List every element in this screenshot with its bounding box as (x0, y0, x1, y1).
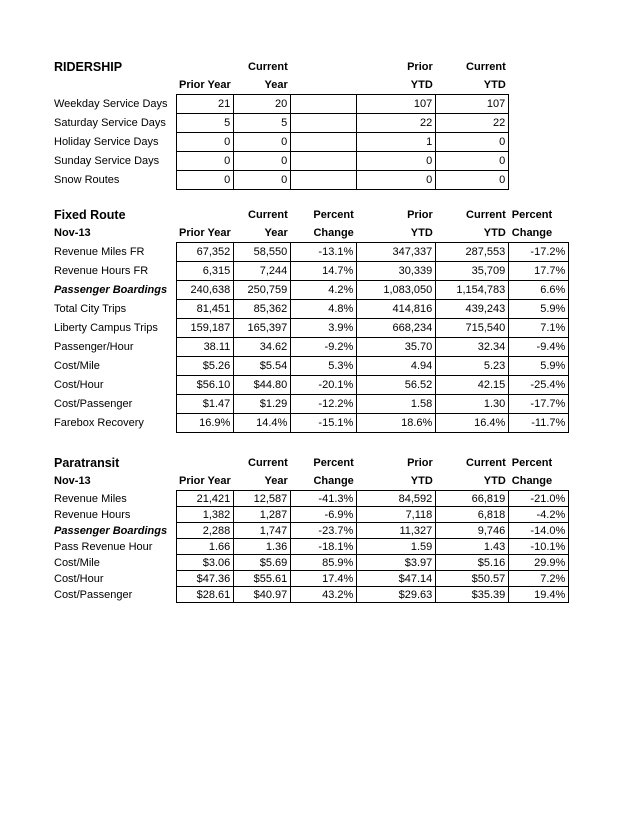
row-label: Pass Revenue Hour (54, 540, 153, 553)
table-cell: $50.57 (436, 571, 509, 587)
table-cell: 347,337 (357, 243, 436, 262)
table-cell: 85.9% (291, 555, 357, 571)
table-cell: -41.3% (291, 491, 357, 507)
paratransit-table (52, 454, 569, 603)
table-cell: 165,397 (234, 319, 291, 338)
table-cell: 0 (357, 152, 436, 171)
table-cell (291, 171, 357, 190)
table-row (52, 262, 569, 281)
ridership-header-top (176, 58, 234, 76)
fixed-route-header: YTD (410, 227, 433, 239)
table-cell: 16.9% (176, 414, 234, 433)
table-cell: 5.23 (436, 357, 509, 376)
row-label: Weekday Service Days (54, 98, 168, 110)
paratransit-header: Change (313, 475, 354, 487)
table-cell: 414,816 (357, 300, 436, 319)
table-cell: $5.69 (234, 555, 291, 571)
table-cell: 1.59 (357, 539, 436, 555)
table-cell: 1,083,050 (357, 281, 436, 300)
row-label: Farebox Recovery (54, 417, 144, 429)
table-cell: 1,747 (234, 523, 291, 539)
table-row (52, 281, 569, 300)
table-cell: 5.3% (291, 357, 357, 376)
paratransit-header-top (176, 454, 234, 472)
table-cell: -14.0% (509, 523, 569, 539)
row-label: Snow Routes (54, 174, 120, 186)
table-cell: -4.2% (509, 507, 569, 523)
fixed-route-header: Change (313, 227, 354, 239)
row-label: Cost/Mile (54, 556, 100, 569)
table-row (52, 414, 569, 433)
table-cell: 56.52 (357, 376, 436, 395)
paratransit-header: YTD (483, 475, 506, 487)
table-row (52, 587, 569, 603)
table-cell: $1.29 (234, 395, 291, 414)
table-cell: 21 (176, 95, 234, 114)
table-cell: 35,709 (436, 262, 509, 281)
table-cell: $29.63 (357, 587, 436, 603)
fixed-route-header: Prior Year (179, 227, 231, 239)
fixed-route-header-row (52, 224, 569, 243)
table-cell: -23.7% (291, 523, 357, 539)
table-cell: 0 (234, 133, 291, 152)
table-cell: -6.9% (291, 507, 357, 523)
table-cell: 1 (357, 133, 436, 152)
table-row (52, 114, 509, 133)
table-cell: 20 (234, 95, 291, 114)
table-row (52, 539, 569, 555)
table-cell: 1.36 (234, 539, 291, 555)
table-cell: 7.1% (509, 319, 569, 338)
table-cell: -20.1% (291, 376, 357, 395)
row-label: Revenue Hours (54, 508, 131, 521)
table-cell: 5.9% (509, 357, 569, 376)
table-row (52, 507, 569, 523)
table-cell: 19.4% (509, 587, 569, 603)
table-cell: $47.14 (357, 571, 436, 587)
paratransit-title-row (52, 454, 569, 472)
table-row (52, 300, 569, 319)
table-cell: -13.1% (291, 243, 357, 262)
row-label: Passenger/Hour (54, 341, 134, 353)
table-row (52, 133, 509, 152)
paratransit-period: Nov-13 (54, 475, 91, 488)
ridership-header: Year (264, 79, 288, 91)
table-cell: 67,352 (176, 243, 234, 262)
paratransit-title: Paratransit (54, 456, 120, 470)
table-cell (291, 152, 357, 171)
table-cell: 7,118 (357, 507, 436, 523)
table-cell: 107 (436, 95, 509, 114)
row-label: Revenue Miles (54, 492, 127, 505)
table-row (52, 555, 569, 571)
table-row (52, 395, 569, 414)
paratransit-header: YTD (410, 475, 433, 487)
table-row (52, 491, 569, 507)
row-label: Liberty Campus Trips (54, 322, 158, 334)
table-cell: 30,339 (357, 262, 436, 281)
row-label: Cost/Passenger (54, 588, 133, 601)
table-cell: 159,187 (176, 319, 234, 338)
table-cell: $3.06 (176, 555, 234, 571)
table-row (52, 95, 509, 114)
ridership-header (291, 76, 357, 95)
table-cell: -11.7% (509, 414, 569, 433)
table-cell: $3.97 (357, 555, 436, 571)
table-cell: 17.7% (509, 262, 569, 281)
fixed-route-title: Fixed Route (54, 208, 126, 222)
ridership-header-top: Current (248, 61, 288, 73)
table-cell: 29.9% (509, 555, 569, 571)
table-cell: 287,553 (436, 243, 509, 262)
table-cell: 84,592 (357, 491, 436, 507)
table-cell: 250,759 (234, 281, 291, 300)
table-cell: 16.4% (436, 414, 509, 433)
table-cell: 7.2% (509, 571, 569, 587)
row-label: Cost/Mile (54, 360, 100, 372)
table-cell: $28.61 (176, 587, 234, 603)
table-cell: $35.39 (436, 587, 509, 603)
table-cell: 85,362 (234, 300, 291, 319)
table-cell: -21.0% (509, 491, 569, 507)
table-row (52, 152, 509, 171)
table-cell: $44.80 (234, 376, 291, 395)
table-cell: 7,244 (234, 262, 291, 281)
fixed-route-header-top: Current (248, 209, 288, 221)
table-cell: 0 (357, 171, 436, 190)
table-cell: -9.4% (509, 338, 569, 357)
table-cell: 9,746 (436, 523, 509, 539)
row-label: Saturday Service Days (54, 117, 166, 129)
ridership-header-top: Prior (407, 61, 433, 73)
table-cell: 32.34 (436, 338, 509, 357)
table-cell: 12,587 (234, 491, 291, 507)
table-cell: $47.36 (176, 571, 234, 587)
row-label: Total City Trips (54, 303, 127, 315)
table-cell: 0 (436, 152, 509, 171)
paratransit-header-top: Prior (407, 457, 433, 469)
table-cell: 1,287 (234, 507, 291, 523)
table-cell: -15.1% (291, 414, 357, 433)
row-label: Passenger Boardings (54, 524, 168, 537)
table-cell: 4.2% (291, 281, 357, 300)
table-cell: 6,315 (176, 262, 234, 281)
fixed-route-header-top: Percent (313, 209, 354, 221)
table-cell: 0 (234, 171, 291, 190)
table-cell: 240,638 (176, 281, 234, 300)
table-cell: 1.30 (436, 395, 509, 414)
table-cell: 0 (234, 152, 291, 171)
table-cell: 35.70 (357, 338, 436, 357)
ridership-header: YTD (410, 79, 433, 91)
row-label: Passenger Boardings (54, 284, 168, 296)
table-cell: 18.6% (357, 414, 436, 433)
row-label: Cost/Hour (54, 379, 104, 391)
fixed-route-title-row (52, 206, 569, 224)
paratransit-header: Change (511, 475, 553, 487)
fixed-route-period: Nov-13 (54, 227, 91, 240)
table-cell: 66,819 (436, 491, 509, 507)
table-cell: 42.15 (436, 376, 509, 395)
table-cell: -25.4% (509, 376, 569, 395)
table-row (52, 319, 569, 338)
table-cell: 1.58 (357, 395, 436, 414)
fixed-route-header-top (176, 206, 234, 224)
paratransit-header: Prior Year (179, 475, 231, 487)
fixed-route-header: Change (511, 227, 553, 239)
table-cell: 22 (357, 114, 436, 133)
ridership-header: Prior Year (179, 79, 231, 91)
table-cell: 4.94 (357, 357, 436, 376)
table-row (52, 243, 569, 262)
fixed-route-header: YTD (483, 227, 506, 239)
paratransit-header-top: Current (466, 457, 506, 469)
table-cell: 38.11 (176, 338, 234, 357)
table-cell: 4.8% (291, 300, 357, 319)
ridership-table (52, 58, 509, 190)
table-cell: -17.2% (509, 243, 569, 262)
table-cell: 6,818 (436, 507, 509, 523)
table-row (52, 523, 569, 539)
fixed-route-header-top: Current (466, 209, 506, 221)
paratransit-header: Year (264, 475, 288, 487)
table-cell: $5.54 (234, 357, 291, 376)
paratransit-header-top: Percent (511, 457, 553, 469)
table-cell: 5 (176, 114, 234, 133)
ridership-header: YTD (483, 79, 506, 91)
table-cell: 668,234 (357, 319, 436, 338)
table-cell: 0 (176, 133, 234, 152)
ridership-header-top (291, 58, 357, 76)
table-cell: 107 (357, 95, 436, 114)
table-cell: 5.9% (509, 300, 569, 319)
row-label: Holiday Service Days (54, 136, 159, 148)
table-row (52, 357, 569, 376)
table-cell: -17.7% (509, 395, 569, 414)
table-cell: -10.1% (509, 539, 569, 555)
table-cell: 3.9% (291, 319, 357, 338)
table-cell: $5.26 (176, 357, 234, 376)
ridership-header-top: Current (466, 61, 506, 73)
table-cell: $1.47 (176, 395, 234, 414)
row-label: Revenue Hours FR (54, 265, 149, 277)
table-cell: 22 (436, 114, 509, 133)
table-row (52, 338, 569, 357)
table-cell: $55.61 (234, 571, 291, 587)
table-cell (291, 114, 357, 133)
table-row (52, 171, 509, 190)
row-label: Cost/Hour (54, 572, 104, 585)
ridership-title: RIDERSHIP (54, 60, 123, 74)
table-cell: 11,327 (357, 523, 436, 539)
table-cell: 1,382 (176, 507, 234, 523)
table-cell: 1.43 (436, 539, 509, 555)
table-cell: 0 (436, 133, 509, 152)
table-cell: 21,421 (176, 491, 234, 507)
table-cell: 14.7% (291, 262, 357, 281)
table-row (52, 571, 569, 587)
paratransit-header-top: Percent (313, 457, 354, 469)
table-cell: -9.2% (291, 338, 357, 357)
table-cell: 0 (176, 171, 234, 190)
table-cell: -12.2% (291, 395, 357, 414)
row-label: Cost/Passenger (54, 398, 133, 410)
table-row (52, 376, 569, 395)
table-cell: 14.4% (234, 414, 291, 433)
row-label: Sunday Service Days (54, 155, 160, 167)
fixed-route-header-top: Percent (511, 209, 553, 221)
ridership-header-row (52, 76, 509, 95)
table-cell: 81,451 (176, 300, 234, 319)
table-cell: 34.62 (234, 338, 291, 357)
table-cell: 6.6% (509, 281, 569, 300)
table-cell (291, 95, 357, 114)
table-cell: $5.16 (436, 555, 509, 571)
table-cell: -18.1% (291, 539, 357, 555)
table-cell (291, 133, 357, 152)
table-cell: 715,540 (436, 319, 509, 338)
table-cell: $40.97 (234, 587, 291, 603)
table-cell: 2,288 (176, 523, 234, 539)
table-cell: 1.66 (176, 539, 234, 555)
fixed-route-header: Year (264, 227, 288, 239)
ridership-title-row (52, 58, 509, 76)
table-cell: 58,550 (234, 243, 291, 262)
paratransit-header-top: Current (248, 457, 288, 469)
fixed-route-table (52, 206, 569, 433)
row-label: Revenue Miles FR (54, 246, 145, 258)
fixed-route-header-top: Prior (407, 209, 433, 221)
table-cell: 439,243 (436, 300, 509, 319)
table-cell: 43.2% (291, 587, 357, 603)
table-cell: 0 (176, 152, 234, 171)
table-cell: 5 (234, 114, 291, 133)
table-cell: 0 (436, 171, 509, 190)
paratransit-header-row (52, 472, 569, 491)
table-cell: $56.10 (176, 376, 234, 395)
table-cell: 17.4% (291, 571, 357, 587)
table-cell: 1,154,783 (436, 281, 509, 300)
